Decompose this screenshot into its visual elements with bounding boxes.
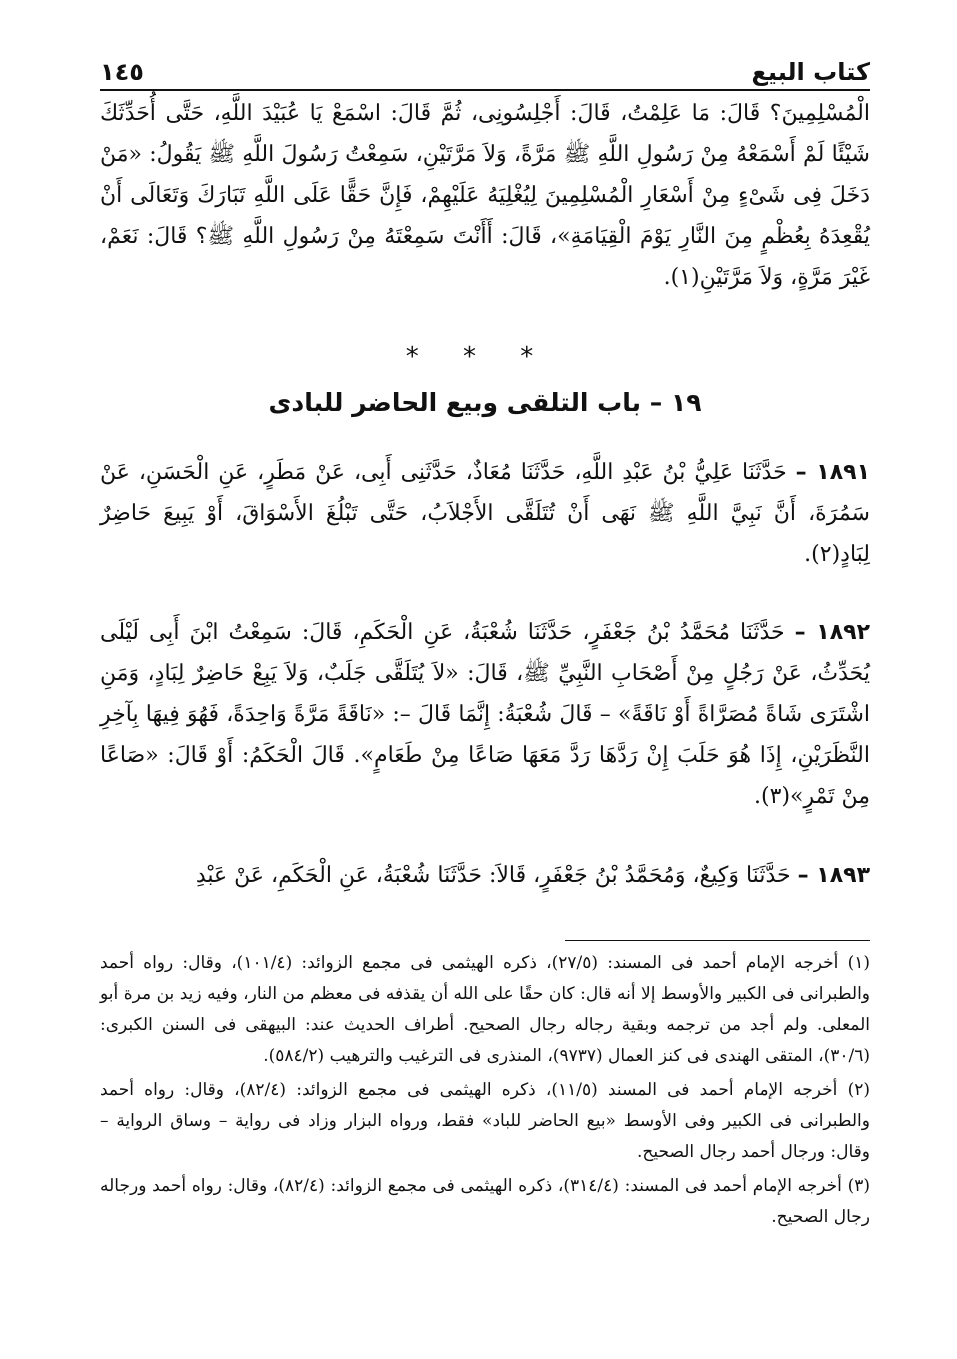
hadith-text: حَدَّثَنَا عَلِيُّ بْنُ عَبْدِ اللَّهِ، حَدَّثَنَا مُعَاذٌ، حَدَّثَنِى أَبِى، عَنْ مَطَرٍ، عَنِ الْحَسَنِ، عَنْ سَمُرَةَ، أَنَّ نَبِيَّ اللَّهِ ﷺ نَهَى أَنْ تُتَلَقَّى الأَجْلاَبُ، حَتَّى تَبْلُغَ الأَسْوَاقَ، أَوْ يَبِيعَ حَاضِرٌ لِبَادٍ(٢).: [100, 460, 870, 567]
section-separator: * * *: [405, 342, 552, 372]
hadith-1891: [100, 452, 870, 575]
page-number: ١٤٥: [100, 58, 144, 86]
footnotes: [100, 948, 870, 1236]
footnote-3: (٣) أخرجه الإمام أحمد فى المسند: (٣١٤/٤)، ذكره الهيثمى فى مجمع الزوائد: (٨٢/٤)، وقال: رواه أحمد ورجاله رجال الصحيح.: [100, 1176, 871, 1227]
chapter-title: ١٩ – باب التلقى وبيع الحاضر للبادى: [268, 388, 702, 417]
footnote-1: (١) أخرجه الإمام أحمد فى المسند: (٢٧/٥)، ذكره الهيثمى فى مجمع الزوائد: (١٠١/٤)، وقال: رواه أحمد والطبرانى فى الكبير والأوسط إلا أنه قال: كان حقًا على الله أن يقذفه فى معظم من النار، وفيه زيد بن مرة أبو المعلى. ولم أجد من ترجمه وبقية رجاله رجال الصحيح. أطراف الحديث عند: البيهقى فى السنن الكبرى: (٣٠/٦)، المتقى الهندى فى كنز العمال (٩٧٣٧)، المنذرى فى الترغيب والترهيب (٥٨٤/٢).: [100, 953, 870, 1066]
footnote-rule: [565, 940, 870, 941]
footnote-2: (٢) أخرجه الإمام أحمد فى المسند (١١/٥)، ذكره الهيثمى فى مجمع الزوائد: (٨٢/٤)، وقال: رواه أحمد والطبرانى فى الكبير وفى الأوسط «بيع الحاضر للباد» فقط، ورواه البزار وزاد فى رواية – وساق الرواية – وقال: ورجال أحمد رجال الصحيح.: [100, 1080, 870, 1162]
hadith-number: ١٨٩٢ –: [794, 620, 870, 645]
hadith-number: ١٨٩١ –: [795, 460, 870, 485]
header-rule: [100, 89, 870, 91]
continuation-paragraph: الْمُسْلِمِينَ؟ قَالَ: مَا عَلِمْتُ، قَالَ: أَجْلِسُونِى، ثُمَّ قَالَ: اسْمَعْ يَا عُبَيْدَ اللَّهِ، حَتَّى أُحَدِّثَكَ شَيْئًا لَمْ أَسْمَعْهُ مِنْ رَسُولِ اللَّهِ ﷺ مَرَّةً، وَلاَ مَرَّتَيْنِ، سَمِعْتُ رَسُولَ اللَّهِ ﷺ يَقُولُ: «مَنْ دَخَلَ فِى شَىْءٍ مِنْ أَسْعَارِ الْمُسْلِمِينَ لِيُغْلِيَهُ عَلَيْهِمْ، فَإِنَّ حَقًّا عَلَى اللَّهِ تَبَارَكَ وَتَعَالَى أَنْ يُقْعِدَهُ بِعُظْمٍ مِنَ النَّارِ يَوْمَ الْقِيَامَةِ»، قَالَ: أَأَنْتَ سَمِعْتَهُ مِنْ رَسُولِ اللَّهِ ﷺ؟ قَالَ: نَعَمْ، غَيْرَ مَرَّةٍ، وَلاَ مَرَّتَيْنِ(١).: [100, 101, 870, 290]
page-header: [100, 44, 870, 86]
hadith-text: حَدَّثَنَا وَكِيعٌ، وَمُحَمَّدُ بْنُ جَعْفَرٍ، قَالاَ: حَدَّثَنَا شُعْبَةُ، عَنِ الْحَكَمِ، عَنْ عَبْدِ: [195, 863, 791, 888]
hadith-number: ١٨٩٣ –: [797, 863, 870, 888]
hadith-text: حَدَّثَنَا مُحَمَّدُ بْنُ جَعْفَرٍ، حَدَّثَنَا شُعْبَةُ، عَنِ الْحَكَمِ، قَالَ: سَمِعْتُ ابْنَ أَبِى لَيْلَى يُحَدِّثُ، عَنْ رَجُلٍ مِنْ أَصْحَابِ النَّبِيِّ ﷺ، قَالَ: «لاَ يُتَلَقَّى جَلَبٌ، وَلاَ يَبِعْ حَاضِرٌ لِبَادٍ، وَمَنِ اشْتَرَى شَاةً مُصَرَّاةً أَوْ نَاقَةً» – قَالَ شُعْبَةُ: إِنَّمَا قَالَ –: «نَاقَةً مَرَّةً وَاحِدَةً، فَهُوَ فِيهَا بِآخِرِ النَّظَرَيْنِ، إِذَا هُوَ حَلَبَ إِنْ رَدَّهَا رَدَّ مَعَهَا صَاعًا مِنْ طَعَامٍ». قَالَ الْحَكَمُ: أَوْ قَالَ: «صَاعًا مِنْ تَمْرٍ»(٣).: [100, 620, 870, 809]
hadith-1893: [100, 855, 870, 896]
book-title: كتاب البيع: [751, 58, 870, 86]
hadith-1892: [100, 612, 870, 817]
